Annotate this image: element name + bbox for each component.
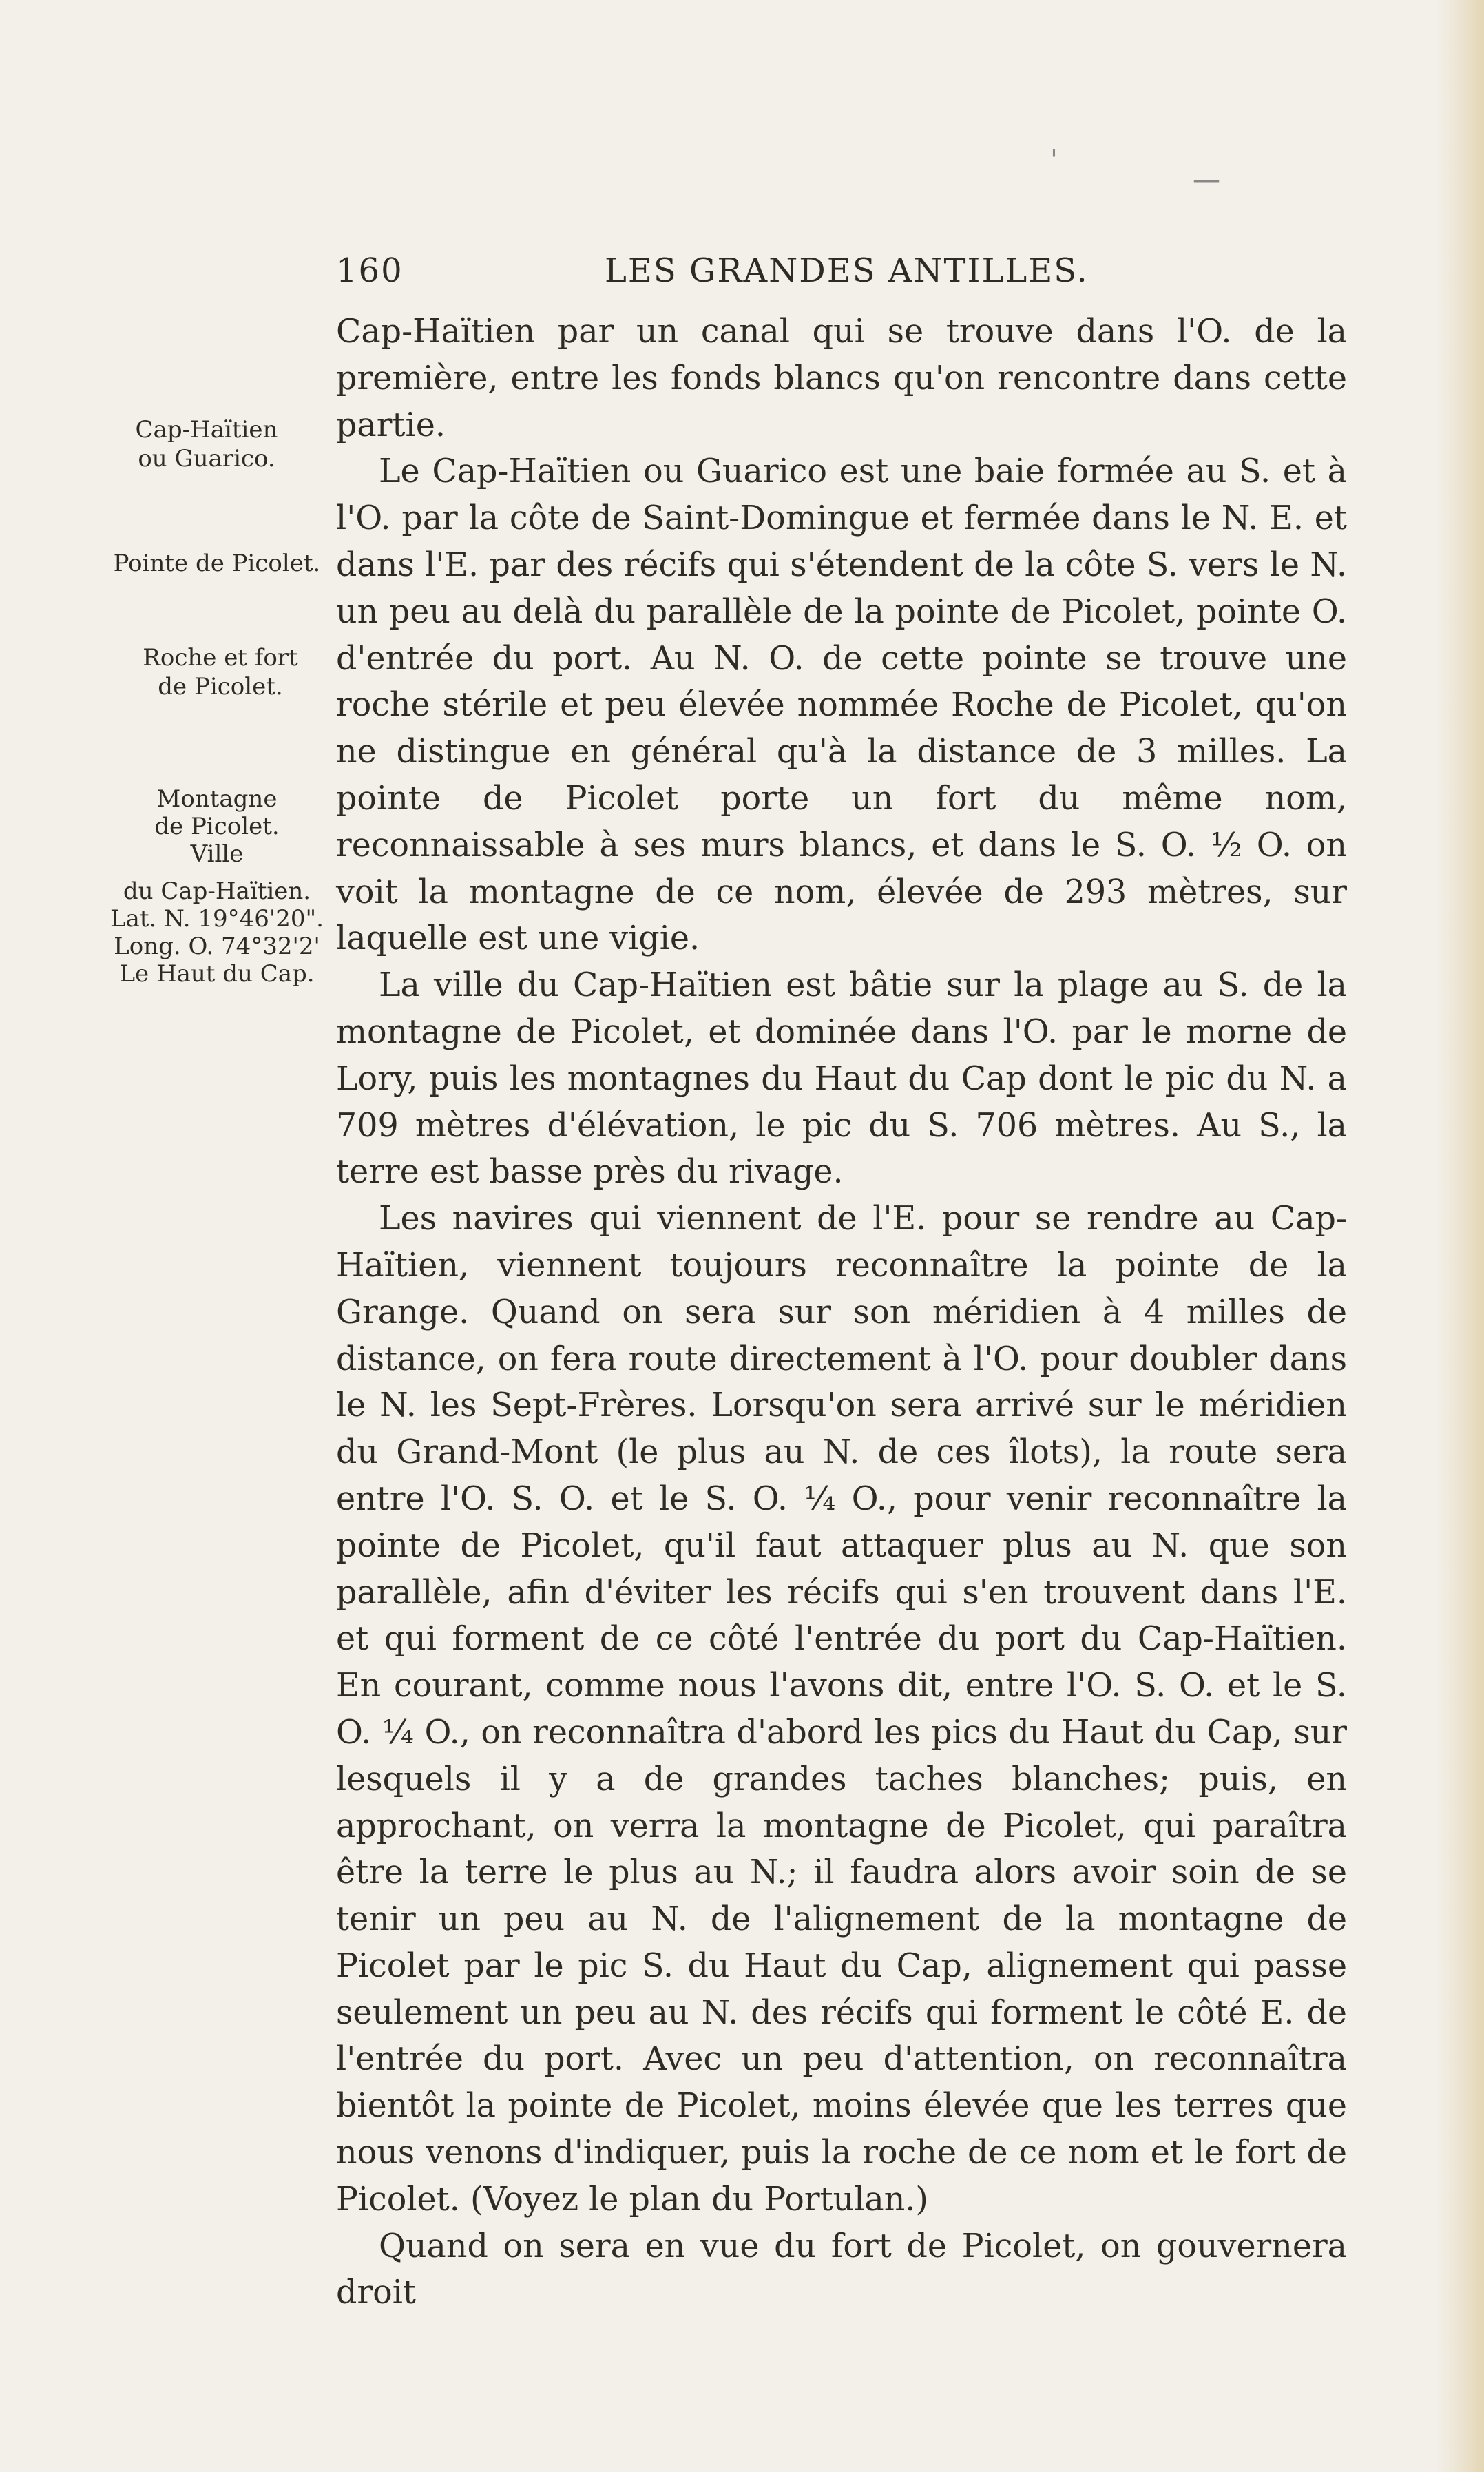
margin-note-line: Long. O. 74°32'2' bbox=[114, 933, 320, 960]
margin-note-line: Roche et fort bbox=[143, 644, 298, 672]
printer-speck: ' bbox=[1050, 145, 1058, 176]
margin-note-montagne-ville bbox=[103, 785, 331, 988]
running-title: LES GRANDES ANTILLES. bbox=[605, 251, 1089, 290]
paragraph-navires: Les navires qui viennent de l'E. pour se rendre au Cap-Haïtien, viennent toujours reconnaître la pointe de la Grange. Quand on sera sur son méridien à 4 milles de distance, on fera route directement à l'O. pour doubler dans le N. les Sept-Frères. Lorsqu'on sera arrivé sur le méridien du Grand-Mont (le plus au N. de ces îlots), la route sera entre l'O. S. O. et le S. O. ¼ O., pour venir reconnaître la pointe de Picolet, qu'il faut attaquer plus au N. que son parallèle, afin d'éviter les récifs qui s'en trouvent dans l'E. et qui forment de ce côté l'entrée du port du Cap-Haïtien. En courant, comme nous l'avons dit, entre l'O. S. O. et le S. O. ¼ O., on reconnaîtra d'abord les pics du Haut du Cap, sur lesquels il y a de grandes taches blanches; puis, en approchant, on verra la montagne de Picolet, qui paraîtra être la terre le plus au N.; il faudra alors avoir soin de se tenir un peu au N. de l'alignement de la montagne de Picolet par le pic S. du Haut du Cap, alignement qui passe seulement un peu au N. des récifs qui forment le côté E. de l'entrée du port. Avec un peu d'attention, on reconnaîtra bientôt la pointe de Picolet, moins élevée que les terres que nous venons d'indiquer, puis la roche de ce nom et le fort de Picolet. (Voyez le plan du Portulan.) bbox=[336, 1200, 1347, 2219]
margin-note-line: du Cap-Haïtien. bbox=[123, 877, 311, 905]
page-header bbox=[336, 251, 1348, 293]
printer-dash: — bbox=[1193, 164, 1220, 196]
page-number: 160 bbox=[336, 251, 404, 290]
margin-note-line: Pointe de Picolet. bbox=[113, 550, 321, 577]
margin-note-line: Cap-Haïtien bbox=[135, 416, 278, 444]
margin-note-line: Ville bbox=[190, 840, 244, 868]
margin-note-line: de Picolet. bbox=[158, 673, 283, 700]
margin-note-line: Montagne bbox=[156, 785, 278, 813]
paragraph-quand: Quand on sera en vue du fort de Picolet, on gouvernera droit bbox=[336, 2227, 1347, 2312]
page-edge-shadow bbox=[1436, 0, 1484, 2472]
body-text bbox=[336, 309, 1347, 2316]
margin-note-roche-fort bbox=[117, 643, 324, 701]
paragraph-continuation: Cap-Haïtien par un canal qui se trouve dans l'O. de la première, entre les fonds blancs qu'on rencontre dans cette partie. bbox=[336, 313, 1347, 444]
margin-note-line: Lat. N. 19°46'20". bbox=[110, 905, 324, 933]
margin-note-cap-haitien bbox=[103, 415, 310, 473]
margin-note-line: ou Guarico. bbox=[138, 445, 275, 472]
paragraph-ville: La ville du Cap-Haïtien est bâtie sur la plage au S. de la montagne de Picolet, et dominée dans l'O. par le morne de Lory, puis les montagnes du Haut du Cap dont le pic du N. a 709 mètres d'élévation, le pic du S. 706 mètres. Au S., la terre est basse près du rivage. bbox=[336, 966, 1347, 1192]
margin-note-line: de Picolet. bbox=[154, 813, 280, 840]
margin-note-line: Le Haut du Cap. bbox=[119, 960, 315, 988]
paragraph-cap-haitien: Le Cap-Haïtien ou Guarico est une baie formée au S. et à l'O. par la côte de Saint-Domingue et fermée dans le N. E. et dans l'E. par des récifs qui s'étendent de la côte S. vers le N. un peu au delà du parallèle de la pointe de Picolet, pointe O. d'entrée du port. Au N. O. de cette pointe se trouve une roche stérile et peu élevée nommée Roche de Picolet, qu'on ne distingue en général qu'à la distance de 3 milles. La pointe de Picolet porte un fort du même nom, reconnaissable à ses murs blancs, et dans le S. O. ½ O. on voit la montagne de ce nom, élevée de 293 mètres, sur laquelle est une vigie. bbox=[336, 453, 1347, 958]
margin-note-pointe-picolet bbox=[103, 549, 331, 578]
